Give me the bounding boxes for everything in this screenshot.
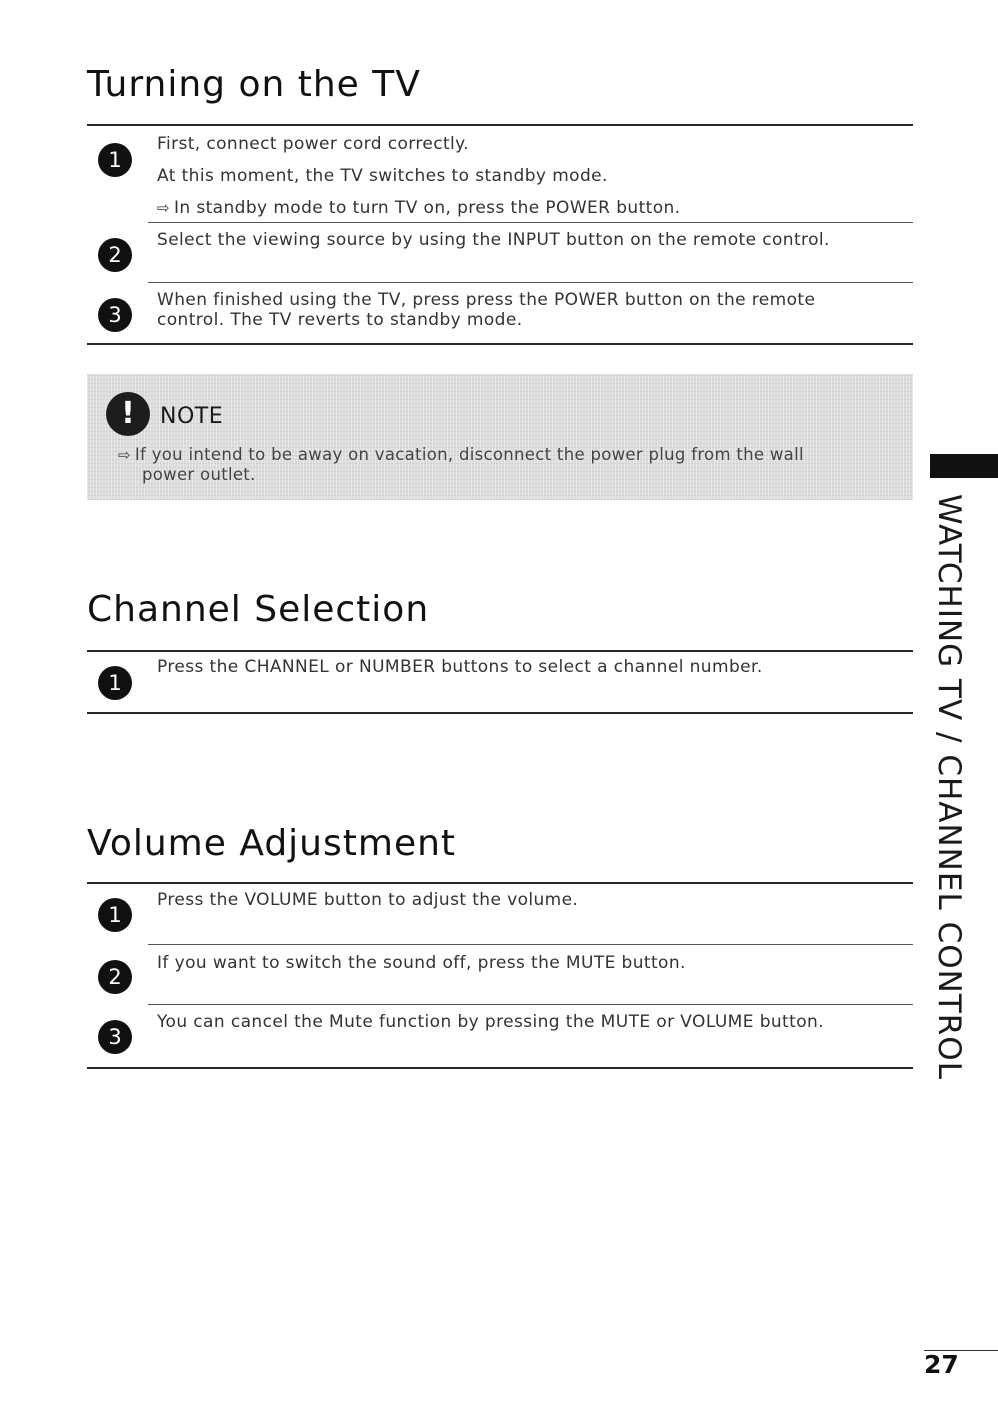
- turning-on-step-2-divider: [148, 282, 913, 283]
- page-number: 27: [924, 1350, 959, 1379]
- volume-adjustment-title: Volume Adjustment: [87, 823, 457, 864]
- note-text: [118, 445, 878, 485]
- turning-on-top-rule: [87, 124, 913, 126]
- turning-on-step-3-badge: 3: [98, 298, 132, 332]
- turning-on-step-1-note: [157, 198, 680, 218]
- turning-on-step-2-text: Select the viewing source by using the INPUT button on the remote control.: [157, 230, 830, 250]
- volume-adjustment-step-2-text: If you want to switch the sound off, press the MUTE button.: [157, 953, 686, 973]
- turning-on-step-1-divider: [148, 222, 913, 223]
- exclamation-icon: !: [106, 392, 150, 436]
- turning-on-step-3-text: When finished using the TV, press press the POWER button on the remote control. The TV reverts to standby mode.: [157, 290, 816, 330]
- volume-adjustment-step-1-badge: 1: [98, 898, 132, 932]
- arrow-right-icon: ⇨: [157, 199, 170, 217]
- chapter-tab-marker: [930, 454, 998, 478]
- turning-on-bottom-rule: [87, 343, 913, 345]
- channel-selection-title: Channel Selection: [87, 589, 430, 630]
- turning-on-step-2-badge: 2: [98, 238, 132, 272]
- turning-on-step-1-note-text: In standby mode to turn TV on, press the POWER button.: [173, 198, 681, 218]
- volume-adjustment-step-2-badge: 2: [98, 960, 132, 994]
- channel-selection-step-1-text: Press the CHANNEL or NUMBER buttons to select a channel number.: [157, 657, 763, 677]
- channel-selection-step-1-badge: 1: [98, 666, 132, 700]
- note-text-line-1: If you intend to be away on vacation, disconnect the power plug from the wall: [134, 445, 804, 464]
- volume-adjustment-bottom-rule: [87, 1067, 913, 1069]
- volume-adjustment-step-2-divider: [148, 1004, 913, 1005]
- turning-on-step-1-line-2: At this moment, the TV switches to standby mode.: [157, 166, 608, 186]
- volume-adjustment-step-3-text: You can cancel the Mute function by pressing the MUTE or VOLUME button.: [157, 1012, 824, 1032]
- chapter-side-label: WATCHING TV / CHANNEL CONTROL: [931, 494, 967, 1080]
- volume-adjustment-top-rule: [87, 882, 913, 884]
- turning-on-title: Turning on the TV: [87, 64, 421, 105]
- arrow-right-icon: ⇨: [118, 446, 131, 464]
- volume-adjustment-step-3-badge: 3: [98, 1020, 132, 1054]
- turning-on-step-1-line-1: First, connect power cord correctly.: [157, 134, 470, 154]
- note-text-line-2: power outlet.: [142, 465, 256, 484]
- volume-adjustment-step-1-divider: [148, 944, 913, 945]
- channel-selection-bottom-rule: [87, 712, 913, 714]
- note-label: NOTE: [160, 404, 224, 429]
- volume-adjustment-step-1-text: Press the VOLUME button to adjust the volume.: [157, 890, 579, 910]
- turning-on-step-1-badge: 1: [98, 143, 132, 177]
- channel-selection-top-rule: [87, 650, 913, 652]
